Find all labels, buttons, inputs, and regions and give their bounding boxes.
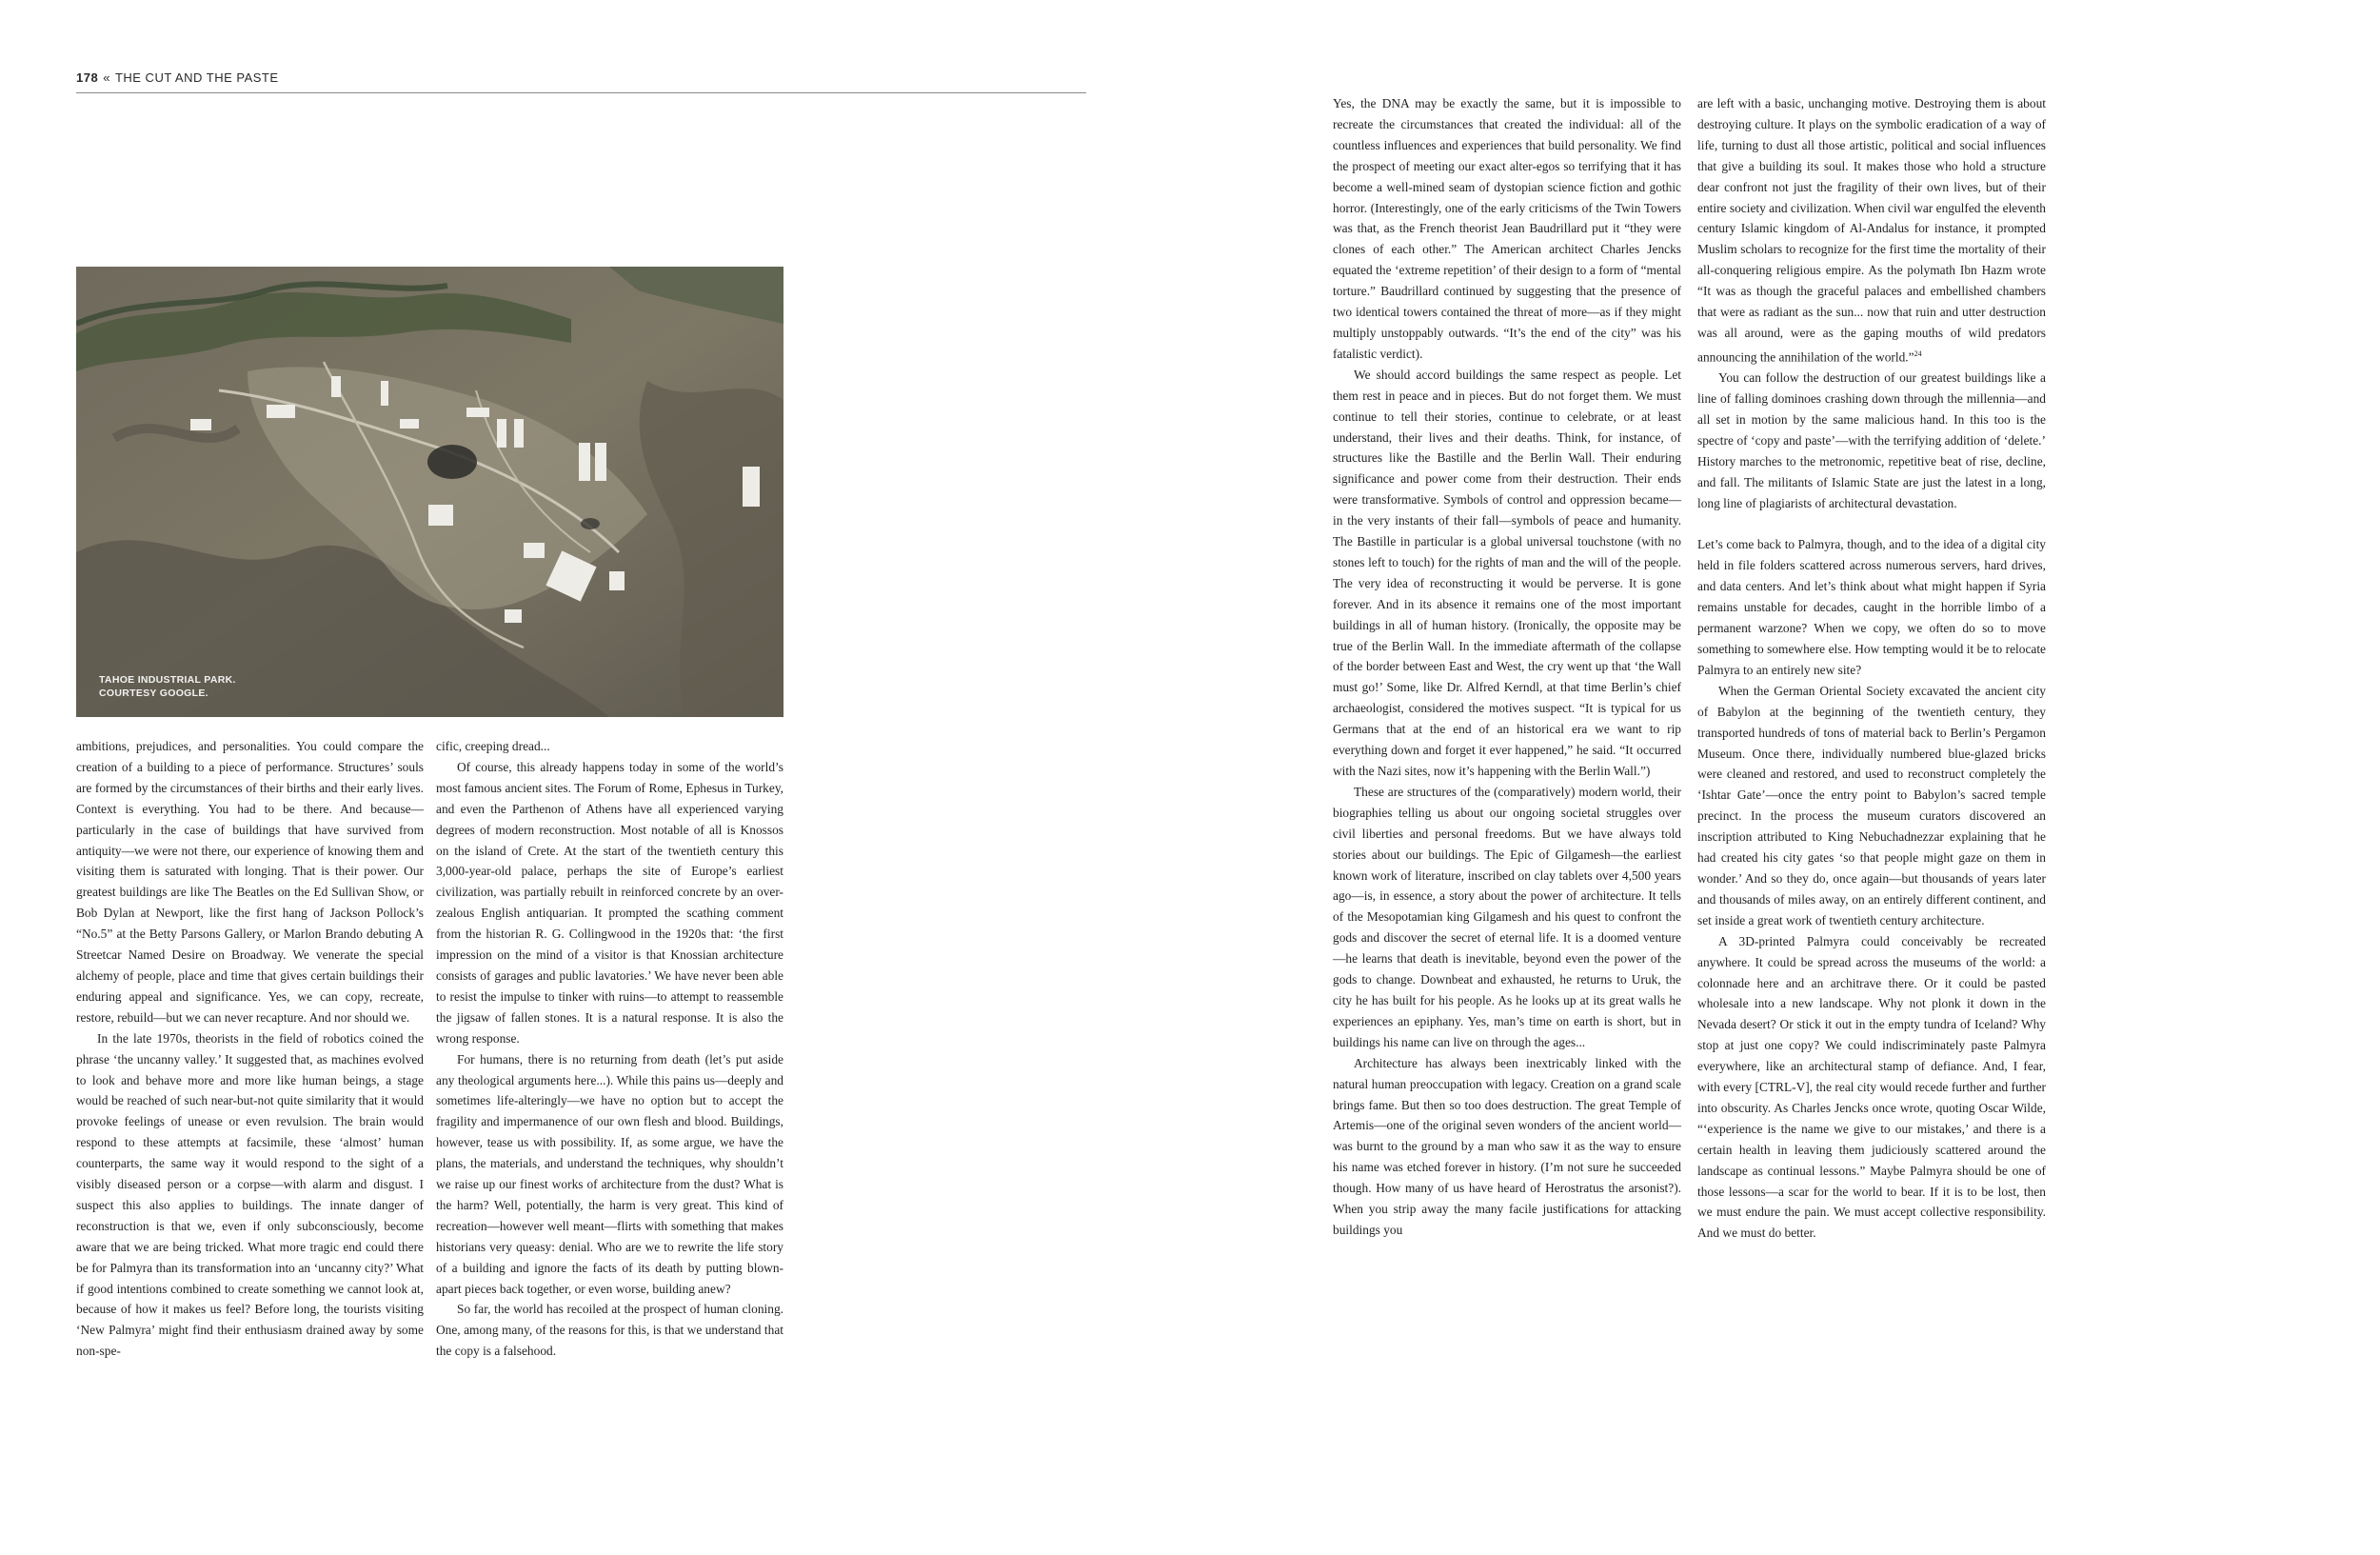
paragraph: So far, the world has recoiled at the prospect of human cloning. One, among many, of the reasons for this, is that we understand that the copy is a falsehood. bbox=[436, 1302, 783, 1359]
section-title: THE CUT AND THE PASTE bbox=[114, 70, 279, 85]
paragraph bbox=[1697, 93, 2046, 368]
running-head-separator: « bbox=[103, 70, 110, 85]
aerial-photo bbox=[76, 267, 783, 717]
paragraph-text: are left with a basic, unchanging motive. Destroying them is about destroying culture. It plays on the symbolic eradication of a way of life, turning to dust all those artistic, political and social influences that give a building its soul. It makes those who hold a structure dear confront not just the fragility of their own lives, but of their entire society and civilization. When civil war engulfed the eleventh century Islamic kingdom of Al-Andalus for instance, it prompted Muslim scholars to recognize for the first time the mortality of their all-conquering religious empire. As the polymath Ibn Hazm wrote “It was as though the graceful palaces and embellished chambers that were as radiant as the sun... now that ruin and utter destruction was all around, were as the gaping mouths of wild predators announcing the annihilation of the world.” bbox=[1697, 96, 2046, 365]
paragraph: In the late 1970s, theorists in the field of robotics coined the phrase ‘the uncanny valley.’ It suggested that, as machines evolved to look and behave more and more like human beings, a stage would be reached of such near-but-not quite similarity that it would provoke feelings of unease or even revulsion. The brain would respond to these attempts at facsimile, these ‘almost’ human counterparts, the same way it would respond to the sight of a visibly diseased person or a corpse—with alarm and disgust. I suspect this also applies to buildings. The innate danger of reconstruction is that we, even if only subconsciously, become aware that we are being tricked. What more tragic end could there be for Palmyra than its transformation into an ‘uncanny city?’ What if good intentions combined to create something we cannot look at, because of how it makes us feel? Before long, the tourists visiting ‘New Palmyra’ might find their enthusiasm drained away by some non-spe- bbox=[76, 1030, 424, 1359]
photo-caption-line1: TAHOE INDUSTRIAL PARK. bbox=[99, 674, 236, 686]
left-page-column-2 bbox=[436, 736, 783, 1362]
right-page bbox=[1190, 0, 2380, 1555]
footnote-reference: 24 bbox=[1914, 349, 1922, 358]
right-page-column-2 bbox=[1697, 93, 2046, 1244]
left-page-column-1 bbox=[76, 736, 424, 1362]
page-number: 178 bbox=[76, 70, 99, 85]
paragraph: cific, creeping dread... bbox=[436, 739, 550, 753]
paragraph: Architecture has always been inextricably linked with the natural human preoccupation with legacy. Creation on a grand scale brings fame. But then so too does destruction. The great Temple of Artemis—one of the original seven wonders of the ancient world—was burnt to the ground by a man who saw it as the way to ensure his name was etched forever in history. (I’m not sure he succeeded though. How many of us have heard of Herostratus the arsonist?). When you strip away the many facile justifications for attacking buildings you bbox=[1333, 1055, 1681, 1237]
paragraph: Of course, this already happens today in some of the world’s most famous ancient sites. The Forum of Rome, Ephesus in Turkey, and even the Parthenon of Athens have all experienced varying degrees of modern reconstruction. Most notable of all is Knossos on the island of Crete. At the start of the twentieth century this 3,000-year-old palace, perhaps the site of Europe’s earliest civilization, was partially rebuilt in reinforced concrete by an over-zealous English antiquarian. It prompted the scathing comment from the historian R. G. Collingwood in the 1920s that: ‘the first impression on the mind of a visitor is that Knossian architecture consists of garages and public lavatories.’ We have never been able to resist the impulse to tinker with ruins—to attempt to reassemble the jigsaw of fallen stones. It is a natural response. It is also the wrong response. bbox=[436, 759, 783, 1046]
photo-caption-line2: COURTESY GOOGLE. bbox=[99, 688, 208, 699]
paragraph: Let’s come back to Palmyra, though, and to the idea of a digital city held in file folders scattered across numerous servers, hard drives, and data centers. And let’s think about what might happen if Syria remains unstable for decades, caught in the horrible limbo of a permanent warzone? When we copy, we often do so to move something to somewhere else. How tempting would it be to relocate Palmyra to an entirely new site? bbox=[1697, 537, 2046, 677]
paragraph: You can follow the destruction of our greatest buildings like a line of falling dominoes crashing down through the millennia—and all set in motion by the same malicious hand. In this too is the spectre of ‘copy and paste’—with the terrifying addition of ‘delete.’ History marches to the metronomic, repetitive beat of rise, decline, and fall. The militants of Islamic State are just the latest in a long, long line of plagiarists of architectural devastation. bbox=[1697, 370, 2046, 510]
paragraph: We should accord buildings the same respect as people. Let them rest in peace and in pieces. But do not forget them. We must continue to tell their stories, continue to celebrate, or at least understand, their lives and their deaths. Think, for instance, of structures like the Bastille and the Berlin Wall. Their enduring significance and power come from their destruction. Their ends were transformative. Symbols of control and oppression became—in the very instants of their fall—symbols of peace and humanity. The Bastille in particular is a global universal touchstone (with no stones left to touch) for the rights of man and the will of the people. The very idea of reconstructing it would be perverse. It is gone forever. And in its absence it remains one of the most important buildings in all of human history. (Ironically, the opposite may be true of the Berlin Wall. In the immediate aftermath of the collapse of the border between East and West, the cry went up that ‘the Wall must go!’ Some, like Dr. Alfred Kerndl, at that time Berlin’s chief archaeologist, considered the motives suspect. “It is typical for us Germans that at the end of an historical era we want to rip everything down and forget it ever happened,” he said. “It occurred with the Nazi sites, now it’s happening with the Berlin Wall.”) bbox=[1333, 367, 1681, 778]
aerial-photo-image bbox=[76, 267, 783, 717]
paragraph: These are structures of the (comparatively) modern world, their biographies telling us about our ongoing societal struggles over civil liberties and personal freedoms. But we have always told stories about our buildings. The Epic of Gilgamesh—the earliest known work of literature, inscribed on clay tablets over 4,500 years ago—is, in essence, a story about the power of architecture. It tells of the Mesopotamian king Gilgamesh and his quest to confront the gods and discover the secret of eternal life. It is a doomed venture—he learns that death is inevitable, beyond even the power of the gods to change. Downbeat and exhausted, he returns to Uruk, the city he has built for his people. As he looks up at its great walls he experiences an epiphany. Yes, man’s time on earth is short, but in buildings his name can live on through the ages... bbox=[1333, 784, 1681, 1049]
paragraph: Yes, the DNA may be exactly the same, but it is impossible to recreate the circumstances that created the individual: all of the countless influences and experiences that build personality. We find the prospect of meeting our exact alter-egos so terrifying that it has become a well-mined seam of dystopian science fiction and gothic horror. (Interestingly, one of the early criticisms of the Twin Towers was that, as the French theorist Jean Baudrillard put it “they were clones of each other.” The American architect Charles Jencks equated the ‘extreme repetition’ of their design to a form of “mental torture.” Baudrillard continued by suggesting that the presence of two identical towers contained the threat of more—as if they might multiply unstoppably outwards. “It’s the end of the city” was his fatalistic verdict). bbox=[1333, 96, 1681, 361]
right-page-column-1 bbox=[1333, 93, 1681, 1241]
paragraph: When the German Oriental Society excavated the ancient city of Babylon at the beginning of the twentieth century, they transported hundreds of tons of material back to Berlin’s Pergamon Museum. Once there, individually numbered blue-glazed bricks were cleaned and restored, and used to reconstruct completely the ‘Ishtar Gate’—once the entry point to Babylon’s sacred temple precinct. In the process the museum curators discovered an inscription attributed to King Nebuchadnezzar explaining that he had created his city gates ‘so that people might gaze on them in wonder.’ And so they do, once again—but thousands of years later and thousands of miles away, on an entirely different continent, and set inside a great work of twentieth century architecture. bbox=[1697, 683, 2046, 927]
header-rule bbox=[76, 92, 1086, 93]
paragraph: For humans, there is no returning from death (let’s put aside any theological arguments here...). While this pains us—deeply and sometimes life-alteringly—we have no option but to accept the fragility and impermanence of our own flesh and blood. Buildings, however, tease us with possibility. If, as some argue, we have the plans, the materials, and understand the techniques, why shouldn’t we raise up our finest works of architecture from the dust? What is the harm? Well, potentially, the harm is very great. This kind of recreation—however well meant—flirts with something that makes historians very queasy: denial. Who are we to rewrite the life story of a building and ignore the facts of its death by putting blown-apart pieces back together, or even worse, building anew? bbox=[436, 1051, 783, 1296]
photo-caption bbox=[99, 673, 236, 700]
paragraph: A 3D-printed Palmyra could conceivably be recreated anywhere. It could be spread across the museums of the world: a colonnade here and an architrave there. Or it could be pasted wholesale into a new landscape. Why not plonk it down in the Nevada desert? Or stick it out in the empty tundra of Iceland? Why stop at just one copy? We could indiscriminately paste Palmyra everywhere, like an architectural stamp of defiance. And, I fear, with every [CTRL-V], the real city would recede further and further into obscurity. As Charles Jencks once wrote, quoting Oscar Wilde, “‘experience is the name we give to our mistakes,’ and there is a certain health in leaving them judiciously scattered around the landscape as continual lessons.” Maybe Palmyra should be one of those lessons—a scar for the world to bear. If it is to be lost, then we must endure the pain. We must accept collective responsibility. And we must do better. bbox=[1697, 933, 2046, 1241]
running-head bbox=[76, 70, 279, 85]
paragraph: ambitions, prejudices, and personalities. You could compare the creation of a building to a piece of performance. Structures’ souls are formed by the circumstances of their births and their early lives. Context is everything. You had to be there. And because—particularly in the case of buildings that have survived from antiquity—we were not there, our experience of knowing them and visiting them is saturated with longing. That is their power. Our greatest buildings are like The Beatles on the Ed Sullivan Show, or Bob Dylan at Newport, like the first hang of Jackson Pollock’s “No.5” at the Betty Parsons Gallery, or Marlon Brando debuting A Streetcar Named Desire on Broadway. We venerate the special alchemy of people, place and time that gives certain buildings their enduring appeal and significance. Yes, we can copy, recreate, restore, rebuild—but we can never recapture. And nor should we. bbox=[76, 739, 424, 1025]
